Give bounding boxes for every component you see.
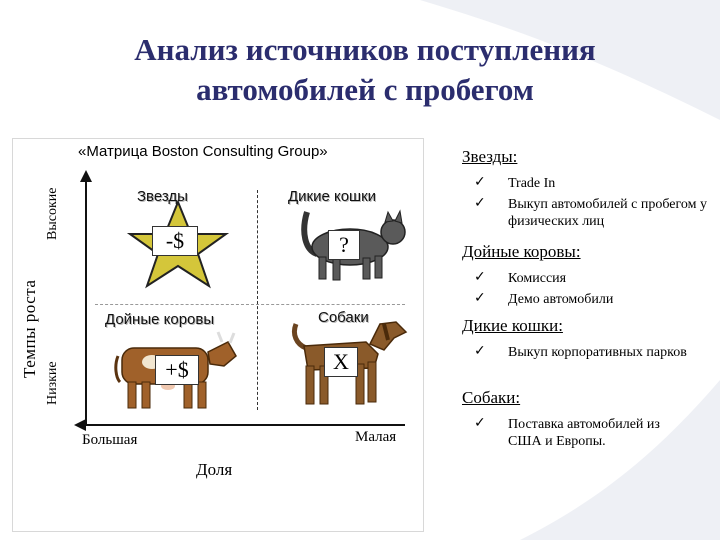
list-item: Комиссия [508, 271, 567, 286]
dogs-symbol: X [324, 347, 358, 377]
y-axis [85, 180, 87, 425]
section-heading-dogs: Собаки: [462, 388, 521, 407]
y-axis-label: Темпы роста [20, 279, 39, 378]
section-heading-wild-cats: Дикие кошки: [462, 316, 563, 335]
checkmark-icon: ✓ [474, 290, 486, 306]
section-heading-cash-cows: Дойные коровы: [462, 242, 581, 261]
quadrant-label-wild-cats: Дикие кошки [288, 188, 377, 205]
title-line-1: Анализ источников поступления [134, 32, 596, 67]
list-item: Поставка автомобилей из США и Европы. [508, 417, 660, 449]
quadrant-divider-vertical [257, 190, 258, 410]
quadrant-label-cash-cows: Дойные коровы [105, 311, 215, 328]
matrix-title: «Матрица Boston Consulting Group» [78, 143, 328, 160]
checkmark-icon: ✓ [474, 343, 486, 359]
quadrant-label-dogs: Собаки [318, 309, 369, 326]
stars-symbol: -$ [152, 226, 198, 256]
title-line-2: автомобилей с пробегом [196, 72, 534, 107]
x-small-label: Малая [355, 429, 397, 445]
x-axis-arrow [74, 419, 86, 431]
list-item: Выкуп автомобилей с пробегом у физических лиц [508, 197, 707, 229]
list-item: Выкуп корпоративных парков [508, 345, 687, 360]
x-axis-label: Доля [196, 460, 233, 479]
checkmark-icon: ✓ [474, 415, 486, 431]
checkmark-icon: ✓ [474, 195, 486, 211]
y-low-label: Низкие [45, 361, 60, 405]
page-title [40, 30, 690, 110]
x-big-label: Большая [82, 432, 138, 448]
checkmark-icon: ✓ [474, 269, 486, 285]
x-axis [85, 424, 405, 426]
list-item: Trade In [508, 176, 556, 191]
cash-cows-symbol: +$ [155, 355, 199, 385]
y-high-label: Высокие [45, 187, 60, 240]
quadrant-label-stars: Звезды [137, 188, 188, 205]
list-item: Демо автомобили [508, 292, 614, 307]
wild-cats-symbol: ? [328, 230, 360, 260]
section-heading-stars: Звезды: [462, 147, 518, 166]
quadrant-divider-horizontal [95, 304, 405, 305]
checkmark-icon: ✓ [474, 174, 486, 190]
